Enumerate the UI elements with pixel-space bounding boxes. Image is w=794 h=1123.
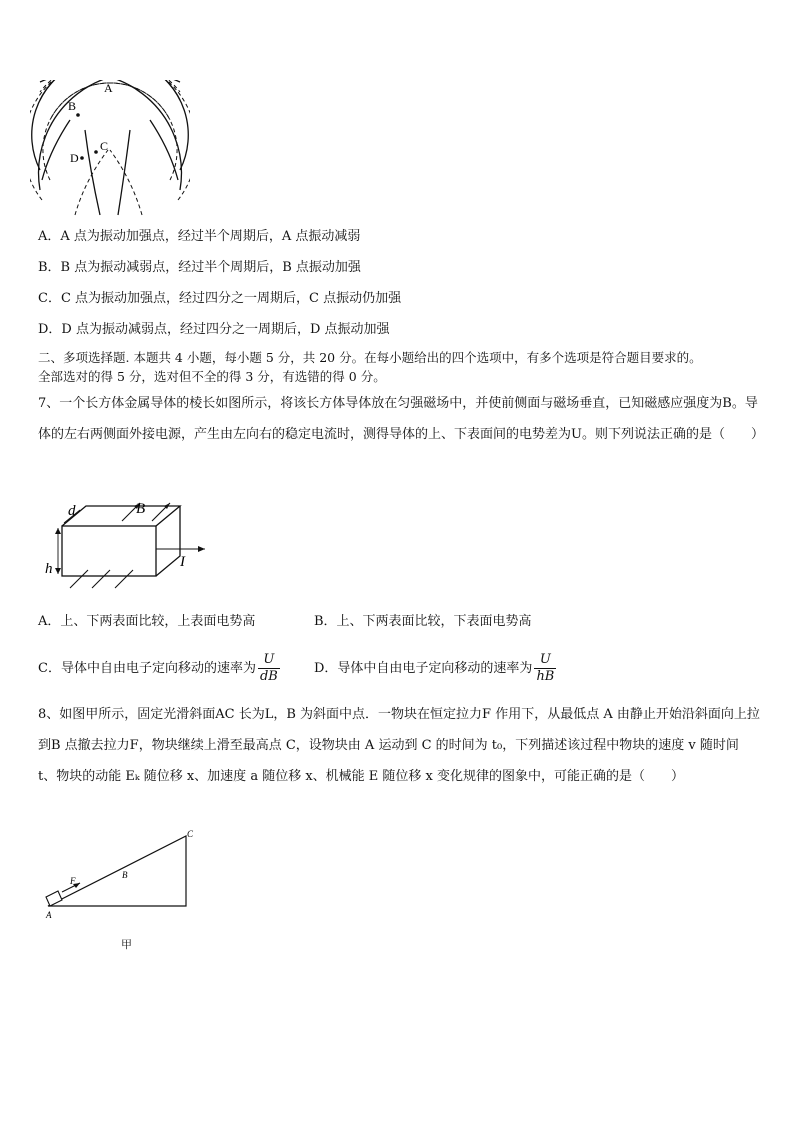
section2-instructions-line2: 全部选对的得 5 分，选对但不全的得 3 分，有选错的得 0 分。 (38, 369, 386, 384)
q7-option-a: A．上、下两表面比较，上表面电势高 (38, 614, 256, 629)
label-h: h (45, 561, 53, 577)
incline-caption: 甲 (121, 938, 132, 951)
label-c: C (100, 139, 109, 153)
q7-option-c-text: C．导体中自由电子定向移动的速率为 (38, 661, 256, 676)
q6-option-b: B．B 点为振动减弱点，经过半个周期后，B 点振动加强 (38, 260, 361, 275)
label-b: B (136, 501, 146, 517)
label-d: D (70, 151, 79, 165)
q7-option-c-numerator: U (263, 652, 275, 667)
label-b: B (122, 870, 128, 880)
q6-option-c: C．C 点为振动加强点，经过四分之一周期后，C 点振动仍加强 (38, 291, 402, 306)
q7-option-d-text: D．导体中自由电子定向移动的速率为 (314, 661, 533, 676)
q7-option-d-numerator: U (539, 652, 551, 667)
incline-diagram (38, 826, 208, 926)
q7-option-c-fraction (258, 652, 280, 685)
q7-option-d (314, 648, 556, 690)
q7-option-d-fraction (534, 652, 556, 685)
incline-figure (38, 826, 208, 926)
wave-interference-figure (30, 80, 190, 220)
label-i: I (180, 554, 185, 570)
label-a: A (104, 81, 113, 95)
label-c: C (187, 829, 194, 839)
q7-option-d-denominator: hB (536, 669, 555, 684)
point-b-dot (76, 113, 80, 117)
label-d: d (68, 503, 76, 519)
section2-instructions-line1: 二、多项选择题. 本题共 4 小题，每小题 5 分，共 20 分。在每小题给出的四个选项中，有多个选项是符合题目要求的。 (38, 350, 702, 365)
q7-option-c (38, 648, 280, 690)
q6-option-a: A．A 点为振动加强点，经过半个周期后，A 点振动减弱 (38, 229, 361, 244)
q7-option-c-denominator: dB (259, 669, 278, 684)
q6-option-d: D．D 点为振动减弱点，经过四分之一周期后，D 点振动加强 (38, 322, 390, 337)
label-b: B (68, 99, 77, 113)
q7-option-b: B．上、下两表面比较，下表面电势高 (314, 614, 532, 629)
conductor-block-figure (40, 493, 220, 593)
q7-stem: 7、一个长方体金属导体的棱长如图所示，将该长方体导体放在匀强磁场中，并使前侧面与磁场垂直，已知磁感应强度为B。导体的左右两侧面外接电源，产生由左向右的稳定电流时，测得导体的上、下表面间的电势差为U。则下列说法正确的是（ ） (38, 396, 764, 442)
point-d-dot (80, 156, 84, 160)
conductor-block-diagram (40, 493, 220, 593)
q8-stem: 8、如图甲所示，固定光滑斜面AC 长为L，B 为斜面中点．一物块在恒定拉力F 作用下，从最低点 A 由静止开始沿斜面向上拉到B 点撤去拉力F，物块继续上滑至最高点 C，设物块由 A 运动到 C 的时间为 t₀，下列描述该过程中物块的速度 v 随时间 t、物块的动能 Eₖ 随位移 x、加速度 a 随位移 x、机械能 E 随位移 x 变化规律的图象中，可能正确的是（ ） (38, 707, 760, 784)
point-c-dot (94, 150, 98, 154)
wave-interference-diagram (30, 80, 190, 220)
label-a: A (46, 910, 52, 920)
label-f: F (70, 876, 76, 886)
